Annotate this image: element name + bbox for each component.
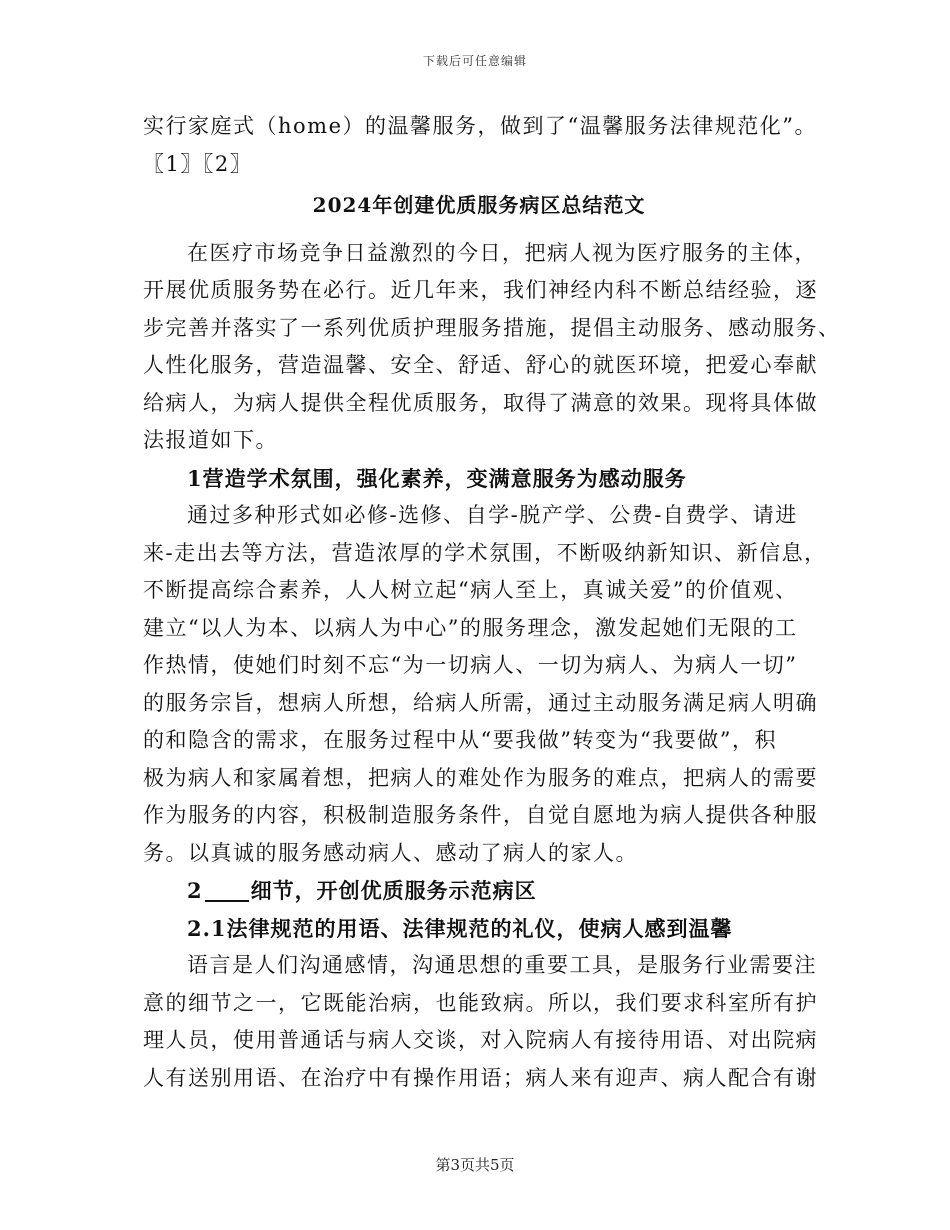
paragraph-line: 的和隐含的需求，在服务过程中从“要我做”转变为“我要做”，积 <box>143 728 777 752</box>
paragraph-line: 人有送别用语、在治疗中有操作用语；病人来有迎声、病人配合有谢 <box>143 1065 818 1090</box>
paragraph-line: 通过多种形式如必修-选修、自学-脱产学、公费-自费学、请进 <box>187 503 798 527</box>
section-heading-2-1: 2.1法律规范的用语、法律规范的礼仪，使病人感到温馨 <box>187 915 733 941</box>
section-heading-2 <box>143 872 815 910</box>
section-heading-1: 1营造学术氛围，强化素养，变满意服务为感动服务 <box>187 465 687 491</box>
document-body <box>143 108 841 1097</box>
paragraph-line: 作热情，使她们时刻不忘“为一切病人、一切为病人、为病人一切” <box>143 653 798 677</box>
intro-line: 实行家庭式（home）的温馨服务，做到了“温馨服务法律规范化”。 <box>143 114 817 138</box>
paragraph-line: 语言是人们沟通感情，沟通思想的重要工具，是服务行业需要注 <box>187 953 817 977</box>
paragraph-line: 法报道如下。 <box>143 428 278 452</box>
citation-line: 〖1〗〖2〗 <box>143 151 253 176</box>
document-title: 2024年创建优质服务病区总结范文 <box>312 193 646 217</box>
section-heading-text: 细节，开创优质服务示范病区 <box>250 878 537 903</box>
paragraph-line: 意的细节之一，它既能治病，也能致病。所以，我们要求科室所有护 <box>143 990 818 1015</box>
paragraph-line: 给病人，为病人提供全程优质服务，取得了满意的效果。现将具体做 <box>143 390 818 415</box>
section-number: 2 <box>187 878 203 903</box>
paragraph-line: 的服务宗旨，想病人所想，给病人所需，通过主动服务满足病人明确 <box>143 690 818 715</box>
paragraph-line: 开展优质服务势在必行。近几年来，我们神经内科不断总结经验，逐 <box>143 278 818 302</box>
paragraph-line: 务。以真诚的服务感动病人、感动了病人的家人。 <box>143 840 638 865</box>
blank-underline <box>205 878 249 902</box>
paragraph-line: 步完善并落实了一系列优质护理服务措施，提倡主动服务、感动服务、 <box>143 315 841 340</box>
paragraph-line: 理人员，使用普通话与病人交谈，对入院病人有接待用语、对出院病 <box>143 1028 818 1052</box>
page-footer: 第3页共5页 <box>435 1156 515 1174</box>
paragraph-line: 作为服务的内容，积极制造服务条件，自觉自愿地为病人提供各种服 <box>143 803 818 827</box>
paragraph-line: 建立“以人为本、以病人为中心”的服务理念，激发起她们无限的工 <box>143 615 798 640</box>
page-header: 下载后可任意编辑 <box>422 54 527 68</box>
paragraph-line: 人性化服务，营造温馨、安全、舒适、舒心的就医环境，把爱心奉献 <box>143 353 818 377</box>
paragraph-line: 在医疗市场竞争日益激烈的今日，把病人视为医疗服务的主体， <box>187 240 817 265</box>
paragraph-line: 极为病人和家属着想，把病人的难处作为服务的难点，把病人的需要 <box>143 765 818 790</box>
paragraph-line: 不断提高综合素养，人人树立起“病人至上，真诚关爱”的价值观、 <box>143 578 798 602</box>
paragraph-line: 来-走出去等方法，营造浓厚的学术氛围，不断吸纳新知识、新信息， <box>143 540 827 565</box>
